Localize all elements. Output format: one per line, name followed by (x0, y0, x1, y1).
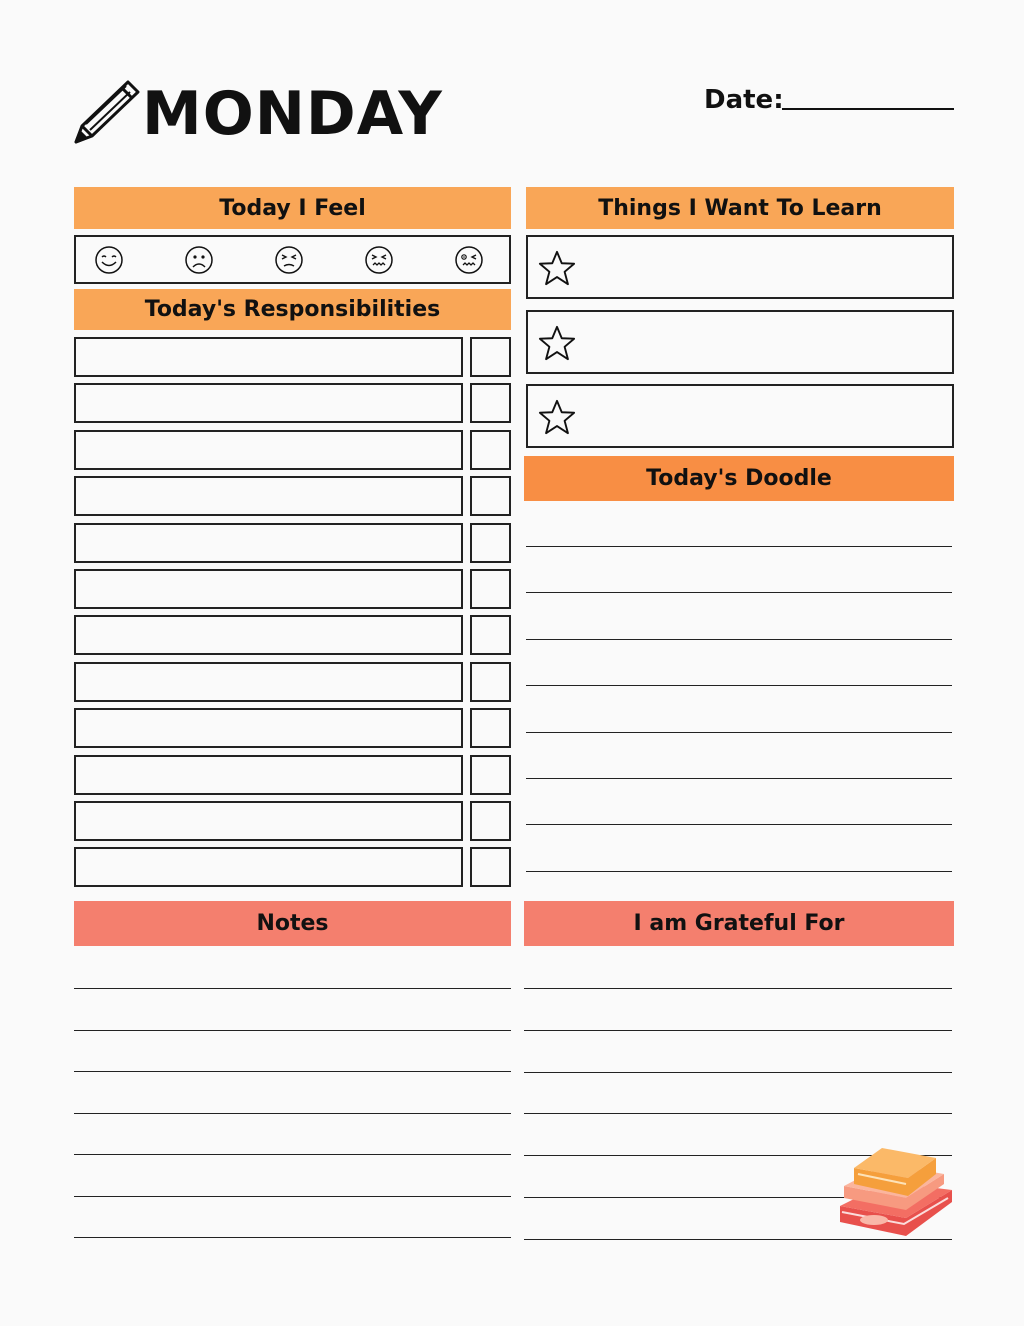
responsibility-field[interactable] (74, 708, 463, 748)
notes-line[interactable] (74, 1071, 511, 1072)
responsibility-checkbox[interactable] (470, 801, 511, 841)
responsibility-field[interactable] (74, 569, 463, 609)
notes-header: Notes (74, 901, 511, 946)
annoyed-icon[interactable] (274, 245, 304, 275)
doodle-line[interactable] (526, 824, 952, 825)
responsibility-field[interactable] (74, 383, 463, 423)
responsibility-field[interactable] (74, 755, 463, 795)
doodle-line[interactable] (526, 778, 952, 779)
mood-row (74, 235, 511, 284)
responsibility-field[interactable] (74, 801, 463, 841)
learn-item-field[interactable] (526, 310, 954, 374)
doodle-line[interactable] (526, 639, 952, 640)
page-title: MONDAY (142, 79, 443, 149)
responsibility-checkbox[interactable] (470, 847, 511, 887)
doodle-line[interactable] (526, 592, 952, 593)
responsibility-checkbox[interactable] (470, 708, 511, 748)
responsibility-field[interactable] (74, 337, 463, 377)
grateful-header: I am Grateful For (524, 901, 954, 946)
notes-line[interactable] (74, 1030, 511, 1031)
books-stack-icon (836, 1144, 956, 1242)
star-icon (538, 324, 576, 362)
doodle-line[interactable] (526, 685, 952, 686)
confused-icon[interactable] (454, 245, 484, 275)
responsibility-checkbox[interactable] (470, 662, 511, 702)
learn-item-field[interactable] (526, 235, 954, 299)
responsibility-field[interactable] (74, 615, 463, 655)
sad-icon[interactable] (184, 245, 214, 275)
grateful-line[interactable] (524, 1072, 952, 1073)
grateful-line[interactable] (524, 1030, 952, 1031)
stressed-icon[interactable] (364, 245, 394, 275)
learn-item-field[interactable] (526, 384, 954, 448)
responsibility-field[interactable] (74, 662, 463, 702)
date-field[interactable] (782, 108, 954, 110)
responsibility-field[interactable] (74, 430, 463, 470)
star-icon (538, 398, 576, 436)
responsibilities-header: Today's Responsibilities (74, 289, 511, 330)
notes-line[interactable] (74, 1154, 511, 1155)
responsibility-checkbox[interactable] (470, 615, 511, 655)
responsibility-field[interactable] (74, 847, 463, 887)
responsibility-checkbox[interactable] (470, 476, 511, 516)
responsibility-checkbox[interactable] (470, 755, 511, 795)
responsibility-checkbox[interactable] (470, 430, 511, 470)
doodle-line[interactable] (526, 732, 952, 733)
notes-line[interactable] (74, 1196, 511, 1197)
doodle-line[interactable] (526, 546, 952, 547)
today-i-feel-header: Today I Feel (74, 187, 511, 229)
pencil-icon (72, 76, 144, 148)
doodle-line[interactable] (526, 871, 952, 872)
notes-line[interactable] (74, 988, 511, 989)
responsibility-field[interactable] (74, 476, 463, 516)
star-icon (538, 249, 576, 287)
date-label: Date: (704, 85, 784, 115)
doodle-header: Today's Doodle (524, 456, 954, 501)
responsibility-checkbox[interactable] (470, 569, 511, 609)
notes-line[interactable] (74, 1237, 511, 1238)
things-to-learn-header: Things I Want To Learn (526, 187, 954, 229)
responsibility-checkbox[interactable] (470, 523, 511, 563)
notes-line[interactable] (74, 1113, 511, 1114)
responsibility-checkbox[interactable] (470, 337, 511, 377)
smile-icon[interactable] (94, 245, 124, 275)
responsibility-checkbox[interactable] (470, 383, 511, 423)
grateful-line[interactable] (524, 988, 952, 989)
responsibility-field[interactable] (74, 523, 463, 563)
grateful-line[interactable] (524, 1113, 952, 1114)
